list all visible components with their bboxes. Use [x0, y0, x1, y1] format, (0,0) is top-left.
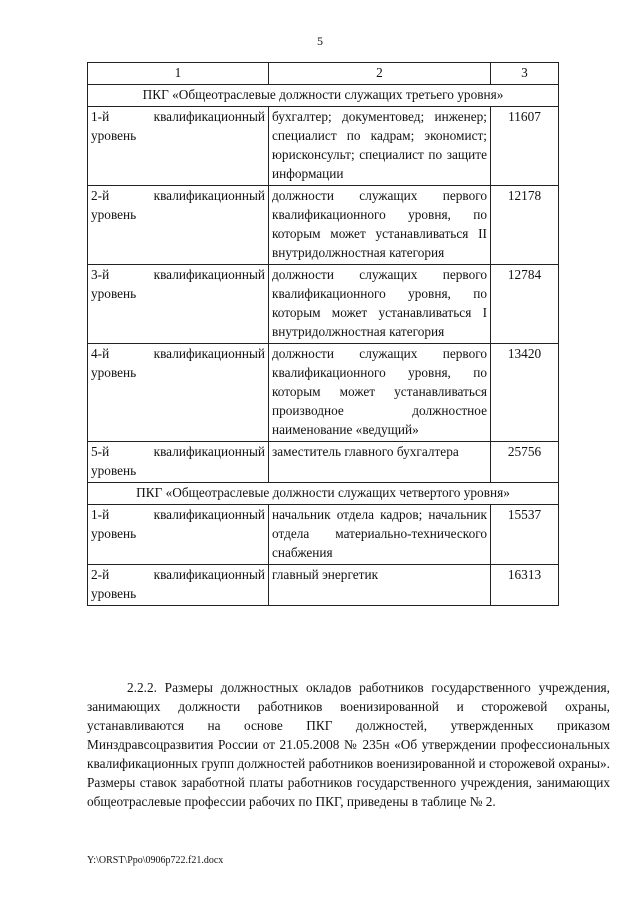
qualification-level: 2-й квалификационный уровень — [88, 186, 269, 265]
table-header-row — [88, 63, 559, 85]
qualification-level: 2-й квалификационный уровень — [88, 565, 269, 606]
qualification-level: 1-й квалификационный уровень — [88, 107, 269, 186]
salary-table — [87, 62, 559, 606]
salary-value: 15537 — [491, 505, 559, 565]
positions-list: бухгалтер; документовед; инженер; специалист по кадрам; экономист; юрисконсульт; специалист по защите информации — [269, 107, 491, 186]
file-path-footer: Y:\ORST\Ppo\0906p722.f21.docx — [87, 855, 224, 866]
table-row — [88, 565, 559, 606]
table-row — [88, 265, 559, 344]
qualification-level: 4-й квалификационный уровень — [88, 344, 269, 442]
body-paragraph: 2.2.2. Размеры должностных окладов работников государственного учреждения, занимающих должности работников военизированной и сторожевой охраны, устанавливаются на основе ПКГ должностей, утвержденных приказом Минздравсоцразвития России от 21.05.2008 № 235н «Об утверждении профессиональных квалификационных групп должностей работников военизированной и сторожевой охраны». Размеры ставок заработной платы работников государственного учреждения, занимающих общеотраслевые профессии рабочих по ПКГ, приведены в таблице № 2. — [87, 680, 610, 809]
positions-list: начальник отдела кадров; начальник отдела материально-технического снабжения — [269, 505, 491, 565]
positions-list: заместитель главного бухгалтера — [269, 442, 491, 483]
positions-list: должности служащих первого квалификационного уровня, по которым может устанавливаться II внутридолжностная категория — [269, 186, 491, 265]
qualification-level: 1-й квалификационный уровень — [88, 505, 269, 565]
salary-value: 11607 — [491, 107, 559, 186]
positions-list: главный энергетик — [269, 565, 491, 606]
positions-list: должности служащих первого квалификационного уровня, по которым может устанавливаться I внутридолжностная категория — [269, 265, 491, 344]
table-row — [88, 186, 559, 265]
table-row — [88, 107, 559, 186]
page-number: 5 — [317, 34, 323, 48]
column-number-2: 2 — [269, 63, 491, 85]
column-number-1: 1 — [88, 63, 269, 85]
table-row — [88, 505, 559, 565]
table-row — [88, 344, 559, 442]
group-heading-row — [88, 85, 559, 107]
group-title: ПКГ «Общеотраслевые должности служащих четвертого уровня» — [88, 483, 559, 505]
salary-value: 12784 — [491, 265, 559, 344]
salary-value: 12178 — [491, 186, 559, 265]
qualification-level: 5-й квалификационный уровень — [88, 442, 269, 483]
qualification-level: 3-й квалификационный уровень — [88, 265, 269, 344]
column-number-3: 3 — [491, 63, 559, 85]
salary-value: 13420 — [491, 344, 559, 442]
table-row — [88, 442, 559, 483]
group-title: ПКГ «Общеотраслевые должности служащих третьего уровня» — [88, 85, 559, 107]
salary-value: 16313 — [491, 565, 559, 606]
group-heading-row — [88, 483, 559, 505]
positions-list: должности служащих первого квалификационного уровня, по которым может устанавливаться производное должностное наименование «ведущий» — [269, 344, 491, 442]
salary-value: 25756 — [491, 442, 559, 483]
